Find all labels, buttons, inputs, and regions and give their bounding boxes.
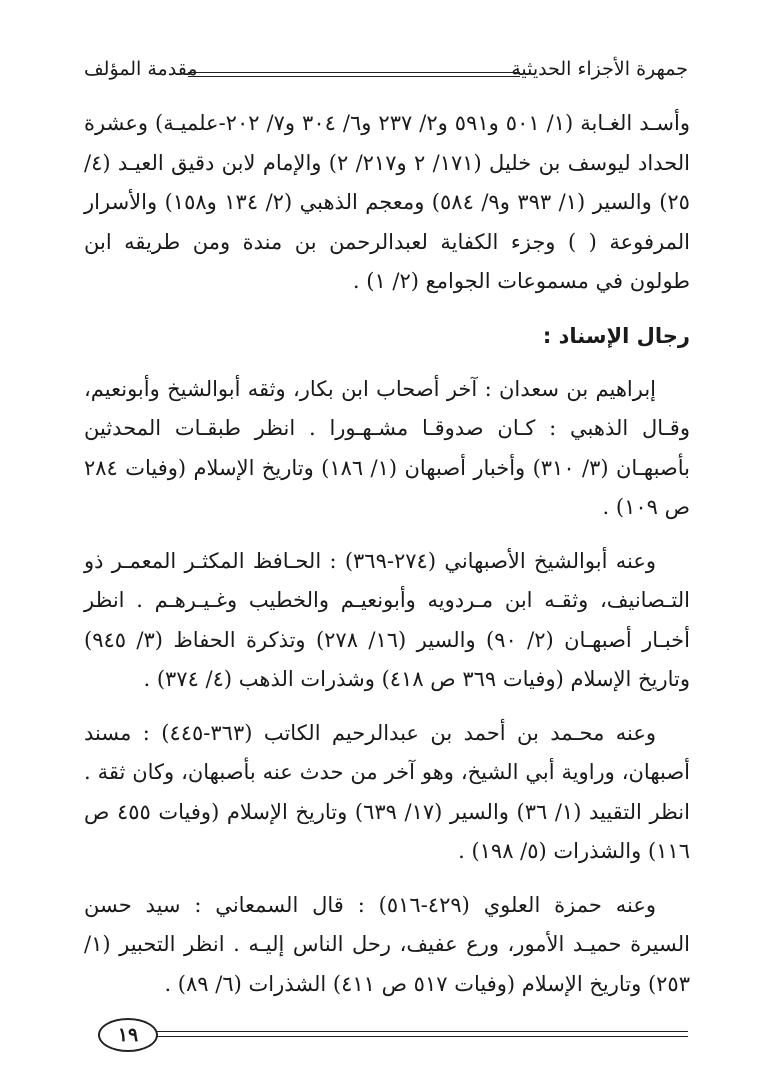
sources-paragraph: وأسـد الغـابة (١/ ٥٠١ و٥٩١ و٢/ ٢٣٧ و٦/ ٣٠٤ و٧/ ٢٠٢-علميـة) وعشرة الحداد ليوسف بن خليل (١٧١/ ٢ و٢١٧/ ٢) والإمام لابن دقيق العيـد (٤/ ٢٥) والسير (١/ ٣٩٣ و٩/ ٥٨٤) ومعجم الذهبي (٢/ ١٣٤ و١٥٨) والأسرار المرفوعة ( ) وجزء الكفاية لعبدالرحمن بن مندة ومن طريقه ابن طولون في مسموعات الجوامع (٢/ ١) . [84,111,690,293]
section-heading: رجال الإسناد : [542,323,690,348]
section-title: مقدمة المؤلف [84,58,198,80]
header-rule [188,72,520,77]
narrator-paragraph-alkatib: وعنه محـمد بن أحمد بن عبدالرحيم الكاتب (٣٦٣-٤٤٥) : مسند أصبهان، وراوية أبي الشيخ، وهو آخر من حدث عنه بأصبهان، وكان ثقة . انظر التقييد (١/ ٣٦) والسير (١٧/ ٦٣٩) وتاريخ الإسلام (وفيات ٤٥٥ ص ١١٦) والشذرات (٥/ ١٩٨) . [84,720,690,863]
narrator-paragraph-ibrahim: إبراهيم بن سعدان : آخر أصحاب ابن بكار، وثقه أبوالشيخ وأبونعيم، وقـال الذهبي : كـان صدوقـا مشـهـورا . انظر طبقـات المحدثين بأصبهـان (٣/ ٣١٠) وأخبار أصبهان (١/ ١٨٦) وتاريخ الإسلام (وفيات ٢٨٤ ص ١٠٩) . [84,376,691,519]
footer-rule [154,1031,688,1037]
narrator-paragraph-hamza: وعنه حمزة العلوي (٤٢٩-٥١٦) : قال السمعاني : سيد حسن السيرة حميـد الأمور، ورع عفيف، رحل الناس إليـه . انظر التحبير (١/ ٢٥٣) وتاريخ الإسلام (وفيات ٥١٧ ص ٤١١) الشذرات (٦/ ٨٩) . [84,892,690,996]
running-header [84,58,688,88]
narrator-paragraph-abushaykh: وعنه أبوالشيخ الأصبهاني (٢٧٤-٣٦٩) : الحـافظ المكثـر المعمـر ذو التـصانيف، وثقـه ابن مـردويه وأبونعيـم والخطيب وغـيـرهـم . انظر أخبـار أصبهـان (٢/ ٩٠) والسير (١٦/ ٢٧٨) وتذكرة الحفاظ (٣/ ٩٤٥) وتاريخ الإسلام (وفيات ٣٦٩ ص ٤١٨) وشذرات الذهب (٤/ ٣٧٤) . [84,548,690,691]
book-title: جمهرة الأجزاء الحديثية [511,58,688,80]
page-number: ١٩ [98,1018,158,1052]
page-footer [84,1018,688,1058]
page-body [84,104,690,1004]
